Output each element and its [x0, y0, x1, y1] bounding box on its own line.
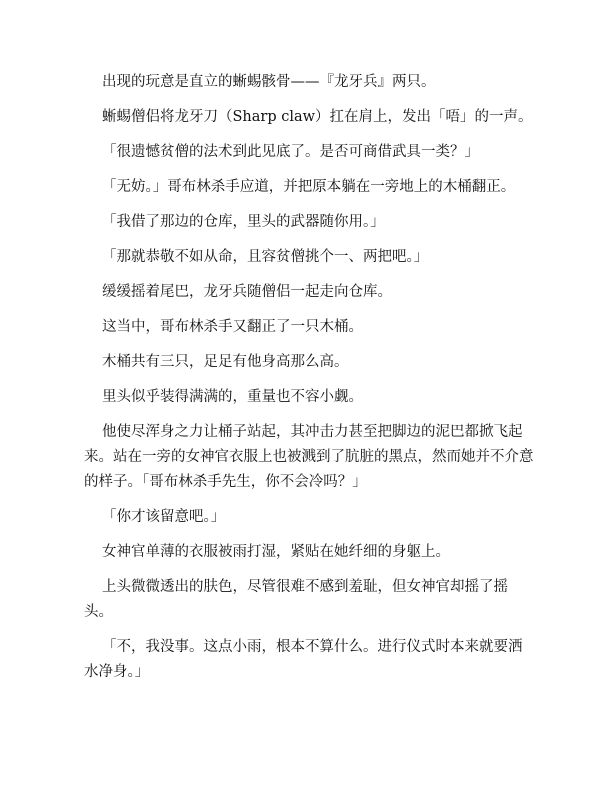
paragraph: 「很遗憾贫僧的法术到此见底了。是否可商借武具一类？」 — [102, 144, 479, 160]
paragraph: 他使尽浑身之力让桶子站起，其冲击力甚至把脚边的泥巴都掀飞起来。站在一旁的女神官衣服上也被溅到了肮脏的黑点，然而她并不介意的样子。「哥布林杀手先生，你不会冷吗？」 — [84, 424, 534, 490]
paragraph: 上头微微透出的肤色，尽管很难不感到羞耻，但女神官却摇了摇头。 — [84, 579, 508, 620]
paragraph: 缓缓摇着尾巴，龙牙兵随僧侣一起走向仓库。 — [102, 284, 392, 300]
document-body — [84, 70, 534, 685]
paragraph: 「那就恭敬不如从命，且容贫僧挑个一、两把吧。」 — [102, 249, 429, 265]
paragraph: 「你才该留意吧。」 — [102, 509, 226, 525]
paragraph: 木桶共有三只，足足有他身高那么高。 — [102, 354, 349, 370]
paragraph: 里头似乎装得满满的，重量也不容小觑。 — [102, 389, 363, 405]
paragraph: 蜥蜴僧侣将龙牙刀（Sharp claw）扛在肩上，发出「唔」的一声。 — [102, 109, 533, 125]
paragraph: 这当中，哥布林杀手又翻正了一只木桶。 — [102, 319, 363, 335]
paragraph: 女神官单薄的衣服被雨打湿，紧贴在她纤细的身躯上。 — [102, 544, 450, 560]
paragraph: 「不，我没事。这点小雨，根本不算什么。进行仪式时本来就要洒水净身。」 — [84, 639, 523, 680]
paragraph: 「我借了那边的仓库，里头的武器随你用。」 — [102, 214, 385, 230]
paragraph: 「无妨。」哥布林杀手应道，并把原本躺在一旁地上的木桶翻正。 — [102, 179, 516, 195]
paragraph: 出现的玩意是直立的蜥蜴骸骨——『龙牙兵』两只。 — [102, 74, 436, 90]
